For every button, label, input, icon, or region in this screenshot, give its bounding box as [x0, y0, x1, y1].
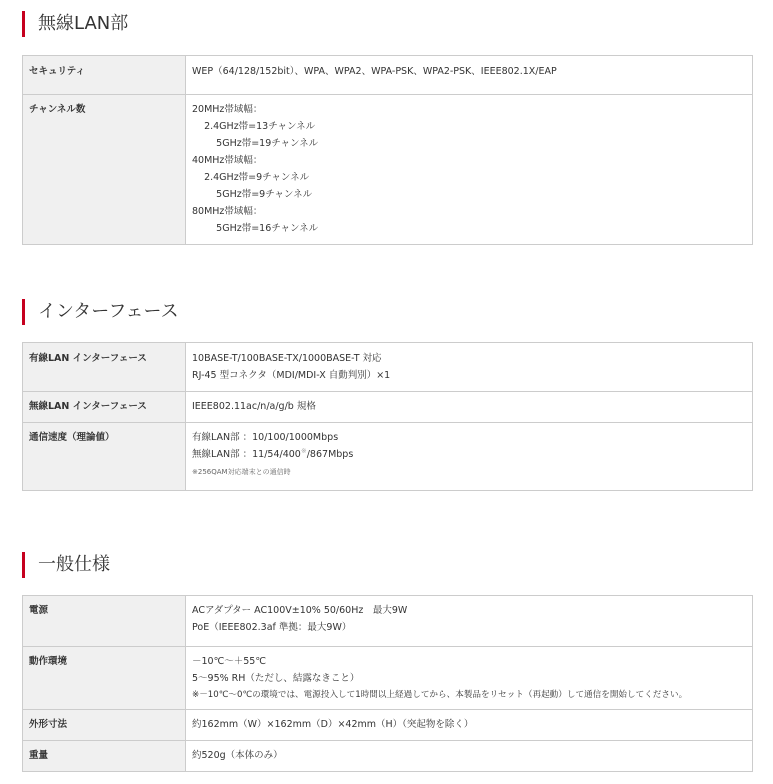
value-line: ACアダプター AC100V±10% 50/60Hz 最大9W [192, 605, 408, 616]
value-line: 5～95% RH（ただし、結露なきこと） [192, 673, 360, 684]
value-line: 2.4GHz帯=13チャンネル [192, 121, 316, 132]
section-heading: 無線LAN部 [22, 11, 128, 37]
table-row [23, 710, 753, 741]
value-line: 80MHz帯域幅： [192, 206, 263, 217]
row-label: チャンネル数 [23, 95, 186, 245]
spec-table [22, 342, 753, 491]
row-value [186, 647, 753, 710]
spec-table [22, 55, 753, 245]
footnote-mark: ※ [300, 446, 307, 455]
row-value [186, 95, 753, 245]
value-line: ※－10℃～0℃の環境では、電源投入して1時間以上経過してから、本製品をリセット（再起動）して通信を開始してください。 [192, 690, 688, 700]
value-line: 5GHz帯=19チャンネル [192, 138, 319, 149]
value-line: 約520g（本体のみ） [192, 750, 283, 761]
table-row [23, 423, 753, 491]
row-value [186, 596, 753, 647]
value-line: 5GHz帯=16チャンネル [192, 223, 319, 234]
table-row [23, 56, 753, 95]
table-row [23, 392, 753, 423]
row-label: 外形寸法 [23, 710, 186, 741]
row-label: 電源 [23, 596, 186, 647]
value-line: 2.4GHz帯=9チャンネル [192, 172, 310, 183]
value-line: 40MHz帯域幅： [192, 155, 263, 166]
value-line: WEP（64/128/152bit）、WPA、WPA2、WPA-PSK、WPA2-PSK、IEEE802.1X/EAP [192, 66, 557, 77]
row-value [186, 741, 753, 772]
spec-table [22, 595, 753, 772]
value-line [192, 446, 746, 463]
value-line: 10BASE-T/100BASE-TX/1000BASE-T 対応 [192, 353, 382, 364]
value-line: 20MHz帯域幅： [192, 104, 263, 115]
row-label: 有線LAN インターフェース [23, 343, 186, 392]
speed-value: 無線LAN部 ：11/54/400 [192, 449, 301, 460]
row-value [186, 56, 753, 95]
table-row [23, 596, 753, 647]
value-line: PoE（IEEE802.3af 準拠：最大9W） [192, 622, 352, 633]
row-value [186, 423, 753, 491]
row-value [186, 343, 753, 392]
table-row [23, 741, 753, 772]
speed-value-suffix: /867Mbps [306, 449, 354, 460]
value-line: RJ-45 型コネクタ（MDI/MDI-X 自動判別）×1 [192, 370, 391, 381]
section-heading: インターフェース [22, 299, 179, 325]
value-line: IEEE802.11ac/n/a/g/b 規格 [192, 401, 316, 412]
table-row [23, 95, 753, 245]
section-heading: 一般仕様 [22, 552, 110, 578]
row-value [186, 710, 753, 741]
footnote: ※256QAM対応端末との通信時 [192, 468, 291, 476]
value-line: 5GHz帯=9チャンネル [192, 189, 313, 200]
row-label: 動作環境 [23, 647, 186, 710]
row-label: 重量 [23, 741, 186, 772]
row-label: セキュリティ [23, 56, 186, 95]
table-row [23, 647, 753, 710]
row-label: 無線LAN インターフェース [23, 392, 186, 423]
table-row [23, 343, 753, 392]
row-label: 通信速度（理論値） [23, 423, 186, 491]
value-line: －10℃～＋55℃ [192, 656, 267, 667]
row-value [186, 392, 753, 423]
value-line: 約162mm（W）×162mm（D）×42mm（H）（突起物を除く） [192, 719, 474, 730]
value-line: 有線LAN部 ：10/100/1000Mbps [192, 432, 339, 443]
